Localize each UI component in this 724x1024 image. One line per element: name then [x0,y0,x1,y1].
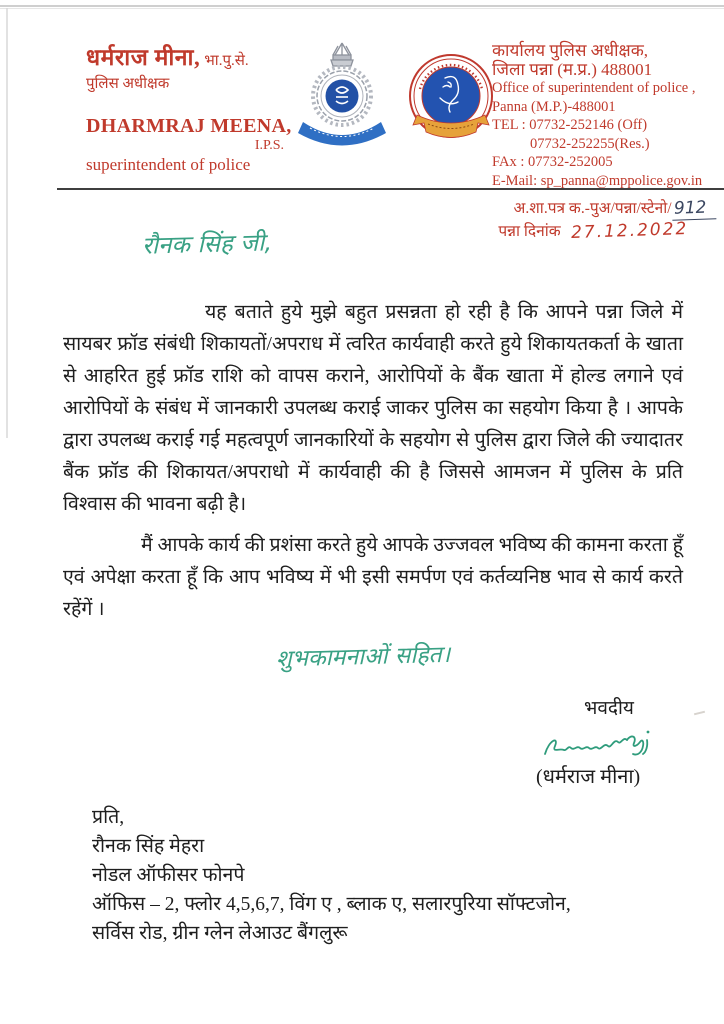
officer-cadre-english: I.P.S. [254,138,284,153]
officer-designation-english: superintendent of police [86,155,251,174]
reference-number-handwritten: 912 [671,196,716,221]
greeting-handwritten: रौनक सिंह जी, [141,228,273,260]
scan-artifact-top-edge [0,5,724,7]
letterhead-office-block [492,42,702,190]
letterhead-officer-block [86,40,292,175]
mp-police-emblem-icon [296,40,388,146]
reference-number-printed: अ.शा.पत्र क.-पुअ/पन्ना/स्टेनो/ [513,200,672,217]
office-title-hindi: कार्यालय पुलिस अधीक्षक, [492,41,649,60]
recipient-block [92,803,683,948]
recipient-address-1: ऑफिस – 2, फ्लोर 4,5,6,7, विंग ए , ब्लाक ए, सलारपुरिया सॉफ्टजोन, [92,894,571,915]
body-paragraph-2: मैं आपके कार्य की प्रशंसा करते हुये आपके उज्जवल भविष्य की कामना करता हूँ एवं अपेक्षा करता हूँ कि आप भविष्य में भी इसी समर्पण एवं कर्तव्यनिष्ठ भाव से कार्य करते रहेंगें । [63,535,683,620]
officer-designation-hindi: पुलिस अधीक्षक [86,76,170,92]
office-fax: FAx : 07732-252005 [492,154,613,170]
office-tel-res: 07732-252255(Res.) [530,135,650,152]
office-tel: TEL : 07732-252146 (Off) [492,117,648,133]
valediction: भवदीय [584,698,634,719]
scan-artifact-top-edge-2 [0,8,724,9]
office-email: E-Mail: sp_panna@mppolice.gov.in [492,172,703,189]
signatory-name: (धर्मराज मीना) [536,766,641,788]
recipient-label: प्रति, [92,807,125,828]
office-address-english: Panna (M.P.)-488001 [492,98,616,115]
officer-name-english: DHARMRAJ MEENA, [86,115,292,137]
reference-number-line [498,197,716,220]
office-title-english: Office of superintendent of police , [492,80,696,96]
district-emblem-icon [404,52,498,146]
officer-cadre-hindi: भा.पु.से. [204,53,249,69]
header-rule [57,188,724,190]
officer-name-hindi: धर्मराज मीना, [86,45,201,70]
reference-date-line [498,220,716,243]
recipient-address-2: सर्विस रोड, ग्रीन ग्लेन लेआउट बैंगलुरू [92,923,348,944]
scan-artifact-dash [694,711,705,716]
recipient-designation: नोडल ऑफीसर फोनपे [92,865,245,886]
reference-date-handwritten: 27.12.2022 [570,218,689,244]
body-paragraph-1: यह बताते हुये मुझे बहुत प्रसन्नता हो रही है कि आपने पन्ना जिले में सायबर फ्रॉड संबंधी शिकायतों/अपराध में त्वरित कार्यवाही करते हुये शिकायतकर्ता के खाता से आहरित हुई फ्रॉड राशि को वापस कराने, आरोपियों के बैंक खाता में होल्ड लगाने एवं आरोपियों के संबंध में जानकारी उपलब्ध कराई जाकर पुलिस का सहयोग किया है । आपके द्वारा उपलब्ध कराई गई महत्वपूर्ण जानकारियों के सहयोग से पुलिस द्वारा जिले की ज्यादातर बैंक फ्रॉड की शिकायत/अपराधो में कार्यवाही की है जिससे आमजन में पुलिस के प्रति विश्वास की भावना बढ़ी है। [63,302,683,515]
wish-handwritten: शुभकामनाओं सहित। [275,641,451,673]
letter-body [63,297,683,948]
reference-block [498,197,716,243]
recipient-name: रौनक सिंह मेहरा [92,836,205,857]
reference-date-printed: पन्ना दिनांक [498,223,561,240]
office-address-hindi: जिला पन्ना (म.प्र.) 488001 [492,59,653,79]
signature-scribble [541,726,659,762]
scan-artifact-left-edge [6,8,8,438]
